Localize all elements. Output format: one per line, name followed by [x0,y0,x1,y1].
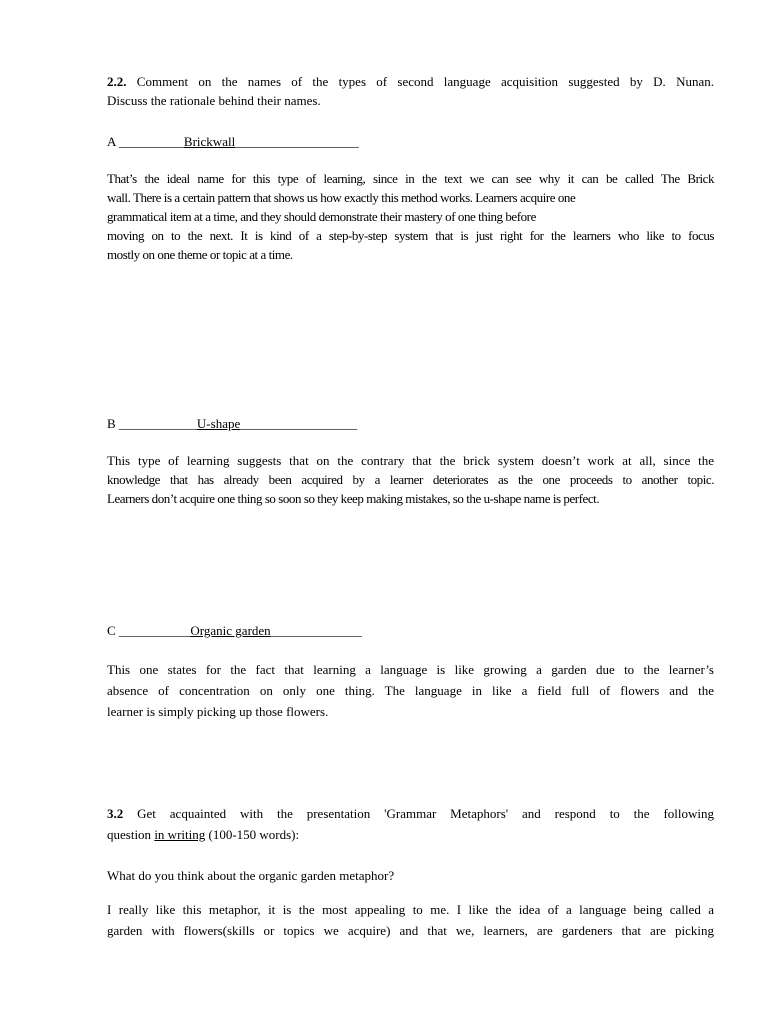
answer-a-heading [107,132,714,151]
section-number: 3.2 [107,806,124,821]
section-3-2-question: What do you think about the organic garden metaphor? [107,868,395,883]
paragraph-line: This one states for the fact that learning a language is like growing a garden due to the learner’s [107,662,714,677]
answer-letter: B [107,416,119,431]
section-3-2-prompt [107,804,714,844]
answer-name: U-shape [196,416,241,431]
prompt-emphasis: in writing [154,827,206,842]
blank-line: __________ [118,134,184,149]
paragraph-line: That’s the ideal name for this type of learning, since in the text we can see why it can be called The Brick [107,171,714,186]
section-number: 2.2. [107,74,127,89]
prompt-text: Get acquainted with the presentation 'Grammar Metaphors' and respond to the following [123,806,714,821]
answer-name: Organic garden [190,623,271,638]
paragraph-line: knowledge that has already been acquired by a learner deteriorates as the one proceeds to another topic. [107,472,714,487]
paragraph-line: wall. There is a certain pattern that shows us how exactly this method works. Learners acquire one [107,190,576,205]
prompt-text: question [107,827,155,842]
answer-letter: C [107,623,119,638]
paragraph-line: absence of concentration on only one thing. The language in like a field full of flowers and the [107,683,714,698]
prompt-text: Comment on the names of the types of second language acquisition suggested by D. Nunan. [126,74,714,89]
blank-line: ___________________ [235,134,359,149]
answer-b-paragraph [107,451,714,508]
answer-b-heading [107,414,714,433]
answer-c-paragraph [107,660,714,721]
paragraph-line: garden with flowers(skills or topics we acquire) and that we, learners, are gardeners that are picking [107,923,714,938]
paragraph-line: moving on to the next. It is kind of a step-by-step system that is just right for the learners who like to focus [107,228,714,243]
paragraph-line: mostly on one theme or topic at a time. [107,247,293,262]
paragraph-line: learner is simply picking up those flowers. [107,704,329,719]
paragraph-line: This type of learning suggests that on the contrary that the brick system doesn’t work at all, since the [107,453,714,468]
answer-a-paragraph [107,169,714,264]
paragraph-line: I really like this metaphor, it is the most appealing to me. I like the idea of a language being called a [107,902,714,917]
blank-line: ____________ [118,416,197,431]
document-page [107,0,714,1024]
prompt-text: Discuss the rationale behind their names. [107,93,321,108]
section-2-2-prompt [107,72,714,110]
blank-line: ______________ [270,623,362,638]
answer-letter: A [107,134,119,149]
section-3-2-answer [107,900,714,940]
paragraph-line: grammatical item at a time, and they should demonstrate their mastery of one thing before [107,209,536,224]
paragraph-line: Learners don’t acquire one thing so soon so they keep making mistakes, so the u-shape name is perfect. [107,491,600,506]
prompt-text: (100-150 words): [205,827,300,842]
answer-name: Brickwall [183,134,236,149]
blank-line: ___________ [118,623,191,638]
answer-c-heading [107,621,714,640]
blank-line: __________________ [240,416,358,431]
